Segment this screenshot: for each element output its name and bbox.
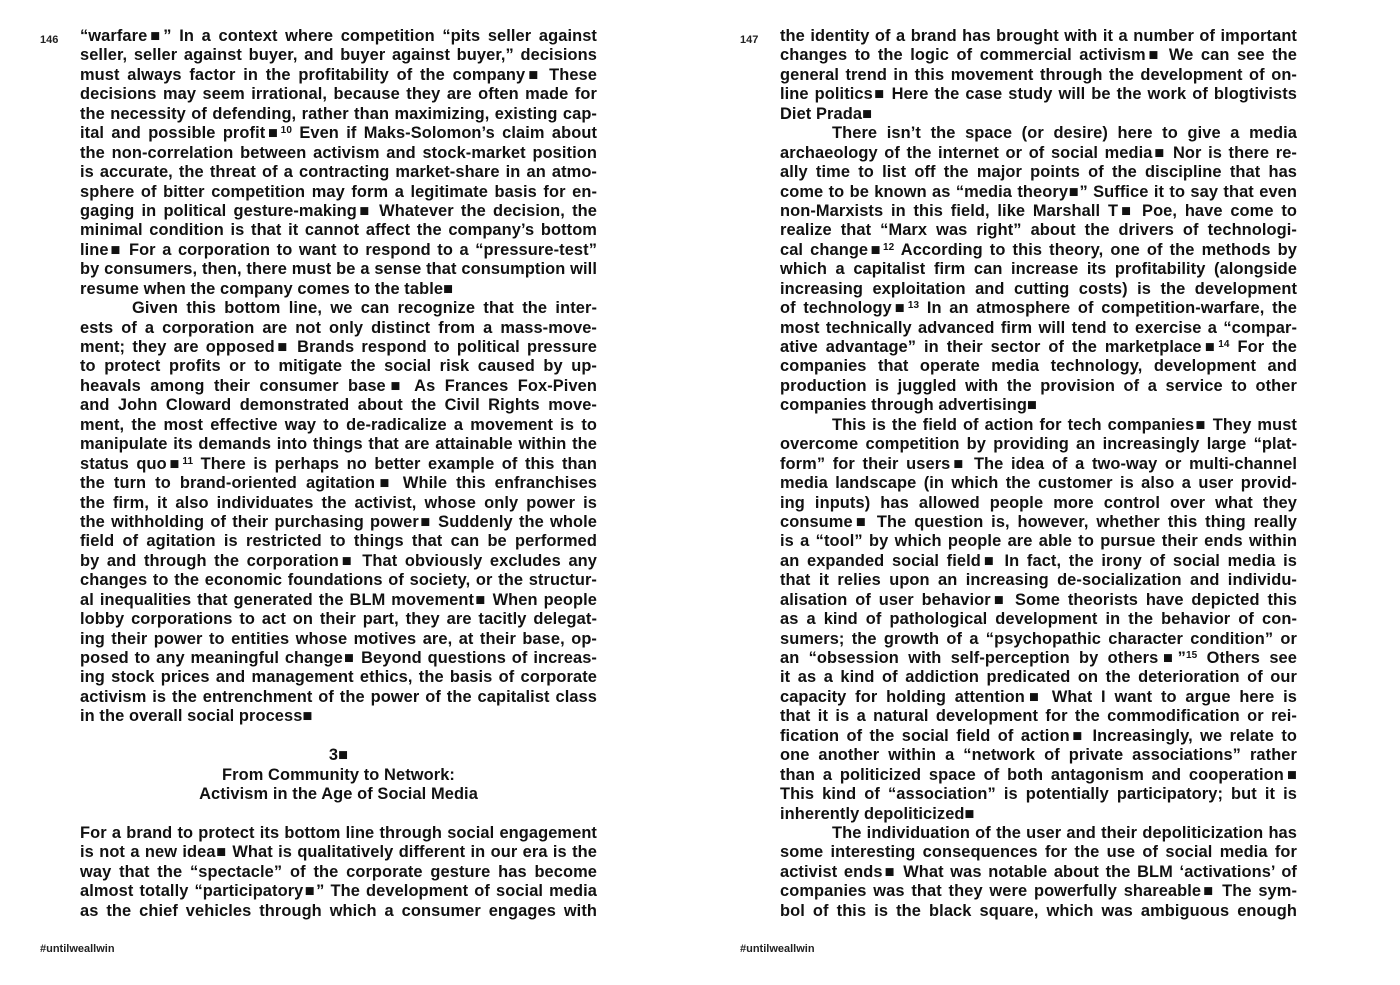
text-line — [780, 319, 1297, 338]
line-text: by consumers, then, there must be a sense that consumption will — [80, 260, 597, 279]
text-line — [780, 707, 1297, 726]
text-line — [780, 824, 1297, 843]
text-line — [780, 144, 1297, 163]
text-line — [780, 630, 1297, 649]
text-line — [780, 513, 1297, 532]
text-line — [780, 902, 1297, 921]
line-text: heavals among their consumer base■ As Frances Fox-Piven — [80, 376, 597, 395]
line-text: changes to the economic foundations of society, or the structur- — [80, 571, 597, 590]
line-text: “warfare■” In a context where competition “pits seller against — [80, 27, 597, 45]
text-line — [80, 46, 597, 65]
line-text: some interesting consequences for the use of social media for — [780, 843, 1297, 862]
line-text: There isn’t the space (or desire) here to give a media — [832, 124, 1297, 143]
text-line — [80, 299, 597, 318]
line-text: an “obsession with self-perception by others■” — [780, 649, 1186, 667]
text-line — [780, 649, 1297, 668]
line-text: an expanded social field■ In fact, the irony of social media is — [780, 551, 1297, 570]
right-page — [700, 0, 1400, 985]
text-line — [780, 202, 1297, 221]
text-line — [80, 882, 597, 901]
text-line — [80, 902, 597, 921]
text-line — [780, 746, 1297, 765]
text-line — [780, 416, 1297, 435]
text-line — [80, 241, 597, 260]
line-text: non-Marxists in this field, like Marshall T■ Poe, have come to — [780, 201, 1297, 220]
line-text: ative advantage” in their sector of the marketplace■ — [780, 338, 1219, 356]
line-text: fication of the social field of action■ Increasingly, we relate to — [780, 726, 1297, 745]
page-footer-hashtag: #untilweallwin — [40, 943, 115, 955]
text-line — [780, 260, 1297, 279]
line-text: companies through advertising■ — [780, 396, 1037, 415]
text-line — [80, 319, 597, 338]
line-text: For a brand to protect its bottom line through social engagement — [80, 823, 597, 842]
text-line — [780, 66, 1297, 85]
blank-line — [80, 805, 597, 824]
text-line — [80, 280, 597, 299]
text-line — [80, 571, 597, 590]
footnote-marker: 10 — [280, 125, 292, 137]
section-heading-line — [80, 766, 597, 785]
section-heading-line — [80, 785, 597, 804]
line-text: the firm, it also individuates the activist, whose only power is — [80, 493, 597, 512]
line-text: cal change■ — [780, 240, 883, 259]
line-text: the identity of a brand has brought with it a number of important — [780, 27, 1297, 45]
line-text: the necessity of defending, rather than maximizing, existing cap- — [80, 104, 597, 123]
text-line — [780, 105, 1297, 124]
text-line — [80, 105, 597, 124]
page-footer-hashtag: #untilweallwin — [740, 943, 815, 955]
line-text: that it relies upon an increasing de-socialization and individu- — [780, 571, 1297, 590]
line-text: According to this theory, one of the methods by — [894, 240, 1297, 259]
text-line — [80, 163, 597, 182]
line-text: by and through the corporation■ That obviously excludes any — [80, 551, 597, 570]
line-text: than a politicized space of both antagonism and cooperation■ — [780, 765, 1297, 784]
line-text: minimal condition is that it cannot affect the company’s bottom — [80, 221, 597, 240]
text-line — [780, 668, 1297, 687]
text-line — [780, 183, 1297, 202]
line-text: seller, seller against buyer, and buyer against buyer,” decisions — [80, 46, 597, 65]
line-text: companies that operate media technology, development and — [780, 357, 1297, 376]
line-text: field of agitation is restricted to things that can be performed — [80, 532, 597, 551]
text-line — [780, 727, 1297, 746]
footnote-marker: 15 — [1185, 650, 1198, 661]
text-line — [80, 66, 597, 85]
line-text: activist ends■ What was notable about the BLM ‘activations’ of — [780, 862, 1297, 881]
line-text: This is the field of action for tech companies■ They must — [832, 415, 1297, 434]
line-text: ing inputs) has allowed people more control over what they — [780, 493, 1297, 512]
line-text: Others see — [1197, 649, 1297, 667]
text-line — [80, 455, 597, 474]
line-text: 3■ — [328, 746, 349, 765]
line-text: must always factor in the profitability of the company■ These — [80, 65, 597, 84]
line-text: way that the “spectacle” of the corporate gesture has become — [80, 862, 597, 881]
line-text: Diet Prada■ — [780, 104, 873, 123]
line-text: inherently depoliticized■ — [780, 804, 975, 823]
line-text: one another within a “network of private associations” rather — [780, 746, 1297, 765]
text-line — [80, 260, 597, 279]
line-text: In an atmosphere of competition-warfare, the — [919, 299, 1297, 318]
text-line — [780, 571, 1297, 590]
line-text: bol of this is the black square, which was ambiguous enough — [780, 901, 1297, 920]
text-line — [780, 46, 1297, 65]
line-text: media landscape (in which the customer is also a user provid- — [780, 474, 1297, 493]
text-line — [780, 474, 1297, 493]
line-text: companies was that they were powerfully shareable■ The sym- — [780, 882, 1297, 901]
text-line — [80, 513, 597, 532]
line-text: to protect profits or to mitigate the social risk caused by up- — [80, 357, 597, 376]
text-line — [80, 843, 597, 862]
line-text: is not a new idea■ What is qualitatively different in our era is the — [80, 843, 597, 862]
line-text: in the overall social process■ — [80, 707, 313, 726]
text-line — [80, 863, 597, 882]
text-line — [80, 357, 597, 376]
line-text: consume■ The question is, however, whether this thing really — [780, 512, 1297, 531]
line-text: The individuation of the user and their depoliticization has — [832, 823, 1297, 842]
text-line — [80, 532, 597, 551]
text-line — [780, 221, 1297, 240]
text-line — [80, 338, 597, 357]
text-line — [80, 396, 597, 415]
line-text: the non-correlation between activism and stock-market position — [80, 143, 597, 162]
line-text: This kind of “association” is potentially participatory; but it is — [780, 785, 1297, 804]
text-line — [80, 124, 597, 143]
text-line — [780, 494, 1297, 513]
line-text: resume when the company comes to the table■ — [80, 279, 454, 298]
line-text: the withholding of their purchasing power■ Suddenly the whole — [80, 512, 597, 531]
line-text: al inequalities that generated the BLM movement■ When people — [80, 590, 597, 609]
line-text: changes to the logic of commercial activism■ We can see the — [780, 46, 1297, 65]
text-line — [80, 688, 597, 707]
text-line — [80, 707, 597, 726]
text-line — [780, 435, 1297, 454]
text-line — [780, 591, 1297, 610]
body-text — [80, 27, 597, 921]
line-text: ests of a corporation are not only distinct from a mass-move- — [80, 318, 597, 337]
line-text: ing their power to entities whose motives are, at their base, op- — [80, 629, 597, 648]
line-text: the turn to brand-oriented agitation■ While this enfranchises — [80, 474, 597, 493]
text-line — [780, 843, 1297, 862]
footnote-marker: 14 — [1218, 339, 1230, 350]
line-text: as the chief vehicles through which a consumer engages with — [80, 901, 597, 920]
text-line — [780, 357, 1297, 376]
text-line — [780, 863, 1297, 882]
line-text: realize that “Marx was right” about the drivers of technologi- — [780, 221, 1297, 240]
text-line — [80, 552, 597, 571]
line-text: of technology■ — [780, 299, 908, 318]
text-line — [780, 805, 1297, 824]
text-line — [780, 280, 1297, 299]
line-text: status quo■ — [80, 454, 183, 473]
page-number: 147 — [740, 34, 759, 46]
line-text: Even if Maks-Solomon’s claim about — [291, 124, 597, 143]
text-line — [80, 377, 597, 396]
footnote-marker: 13 — [907, 300, 920, 312]
line-text: capacity for holding attention■ What I want to argue here is — [780, 687, 1297, 706]
line-text: decisions may seem irrational, because they are often made for — [80, 85, 597, 104]
text-line — [80, 416, 597, 435]
line-text: ment; they are opposed■ Brands respond to political pressure — [80, 338, 597, 356]
text-line — [80, 474, 597, 493]
text-line — [80, 824, 597, 843]
line-text: is a “tool” by which people are able to pursue their ends within — [780, 532, 1297, 551]
body-text — [780, 27, 1297, 921]
line-text: increasing exploitation and cutting costs) is the development — [780, 279, 1297, 298]
line-text: ing stock prices and management ethics, the basis of corporate — [80, 668, 597, 687]
line-text: gaging in political gesture-making■ Whatever the decision, the — [80, 201, 597, 220]
text-line — [780, 377, 1297, 396]
text-line — [80, 591, 597, 610]
text-line — [80, 144, 597, 163]
text-line — [80, 610, 597, 629]
line-text: line politics■ Here the case study will be the work of blogtivists — [780, 85, 1297, 104]
line-text: and John Cloward demonstrated about the Civil Rights move- — [80, 396, 597, 415]
line-text: most technically advanced firm will tend to exercise a “compar- — [780, 318, 1297, 337]
line-text: posed to any meaningful change■ Beyond questions of increas- — [80, 649, 597, 667]
text-line — [80, 668, 597, 687]
text-line — [780, 299, 1297, 318]
line-text: line■ For a corporation to want to respond to a “pressure-test” — [80, 240, 597, 259]
text-line — [780, 241, 1297, 260]
line-text: manipulate its demands into things that are attainable within the — [80, 435, 597, 454]
line-text: production is juggled with the provision of a service to other — [780, 376, 1297, 395]
line-text: For the — [1229, 338, 1298, 356]
line-text: overcome competition by providing an increasingly large “plat- — [780, 435, 1297, 454]
line-text: alisation of user behavior■ Some theorists have depicted this — [780, 590, 1297, 609]
text-line — [780, 688, 1297, 707]
text-line — [80, 221, 597, 240]
text-line — [80, 27, 597, 46]
line-text: ally time to list off the major points of the discipline that has — [780, 163, 1297, 182]
text-line — [80, 85, 597, 104]
line-text: it as a kind of addiction predicated on the deterioration of our — [780, 668, 1297, 687]
line-text: as a kind of pathological development in the behavior of con- — [780, 610, 1297, 629]
text-line — [80, 630, 597, 649]
line-text: sumers; the growth of a “psychopathic character condition” or — [780, 629, 1297, 648]
text-line — [780, 455, 1297, 474]
line-text: come to be known as “media theory■” Suffice it to say that even — [780, 182, 1297, 201]
text-line — [780, 396, 1297, 415]
text-line — [80, 494, 597, 513]
line-text: archaeology of the internet or of social media■ Nor is there re- — [780, 143, 1297, 162]
text-line — [780, 27, 1297, 46]
blank-line — [80, 727, 597, 746]
line-text: that it is a natural development for the commodification or rei- — [780, 707, 1297, 726]
line-text: which a capitalist firm can increase its profitability (alongside — [780, 260, 1297, 279]
text-line — [780, 882, 1297, 901]
line-text: is accurate, the threat of a contracting market-share in an atmo- — [80, 163, 597, 182]
text-line — [780, 163, 1297, 182]
footnote-marker: 12 — [882, 241, 895, 253]
text-line — [780, 610, 1297, 629]
line-text: Given this bottom line, we can recognize that the inter- — [132, 299, 597, 318]
text-line — [80, 183, 597, 202]
text-line — [80, 649, 597, 668]
line-text: form” for their users■ The idea of a two-way or multi-channel — [780, 454, 1297, 473]
line-text: From Community to Network: — [222, 765, 455, 784]
text-line — [780, 85, 1297, 104]
text-line — [780, 766, 1297, 785]
text-line — [780, 785, 1297, 804]
page-number: 146 — [40, 34, 59, 46]
text-line — [780, 532, 1297, 551]
section-heading-line — [80, 746, 597, 765]
text-line — [780, 338, 1297, 357]
line-text: sphere of bitter competition may form a legitimate basis for en- — [80, 182, 597, 201]
footnote-marker: 11 — [182, 455, 194, 467]
line-text: almost totally “participatory■” The development of social media — [80, 882, 597, 901]
text-line — [780, 124, 1297, 143]
line-text: general trend in this movement through the development of on- — [780, 65, 1297, 84]
line-text: activism is the entrenchment of the power of the capitalist class — [80, 687, 597, 706]
line-text: There is perhaps no better example of this than — [193, 454, 597, 473]
text-line — [80, 435, 597, 454]
line-text: ital and possible profit■ — [80, 124, 281, 143]
line-text: Activism in the Age of Social Media — [199, 785, 478, 804]
text-line — [80, 202, 597, 221]
text-line — [780, 552, 1297, 571]
line-text: ment, the most effective way to de-radicalize a movement is to — [80, 415, 597, 434]
line-text: lobby corporations to act on their part, they are tacitly delegat- — [80, 610, 597, 629]
